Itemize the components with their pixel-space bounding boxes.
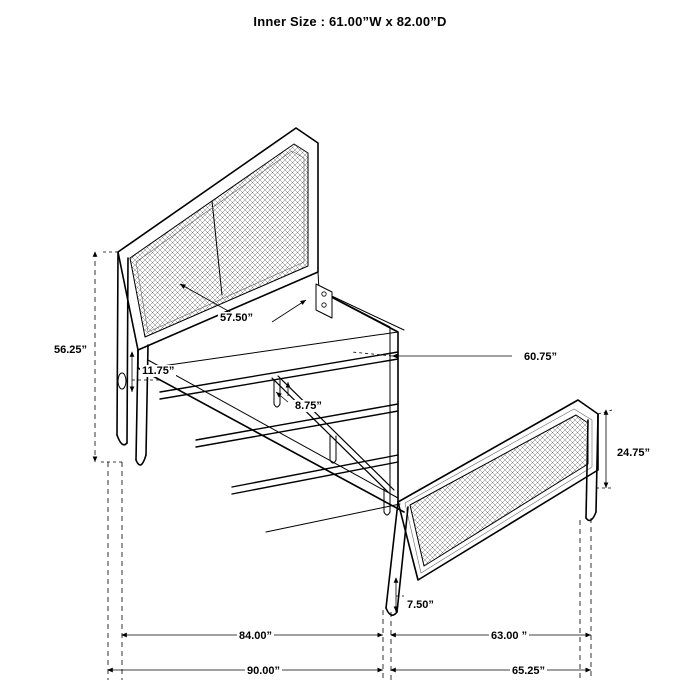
dimension-label-headboard-height: 56.25” [54, 344, 88, 356]
dimension-label-inner-width: 60.75” [524, 351, 558, 363]
dimension-label-footboard-leg-height: 7.50” [407, 599, 434, 611]
dimension-label-footboard-height: 24.75” [617, 447, 651, 459]
dimension-label-footboard-width: 63.00 ” [491, 630, 528, 642]
dimension-label-headboard-panel-width: 57.50” [220, 312, 254, 324]
bed-outline [117, 128, 598, 615]
left-side-rail [138, 350, 404, 512]
page-title: Inner Size : 61.00”W x 82.00”D [253, 14, 447, 29]
dimension-label-headboard-leg-height: 11.75” [142, 365, 175, 377]
dimension-label-slat-clearance: 8.75” [295, 400, 322, 412]
dimension-label-side-rail-length: 84.00” [239, 630, 273, 642]
dimension-label-overall-width: 65.25” [512, 665, 546, 677]
dimension-label-overall-length: 90.00” [247, 665, 281, 677]
